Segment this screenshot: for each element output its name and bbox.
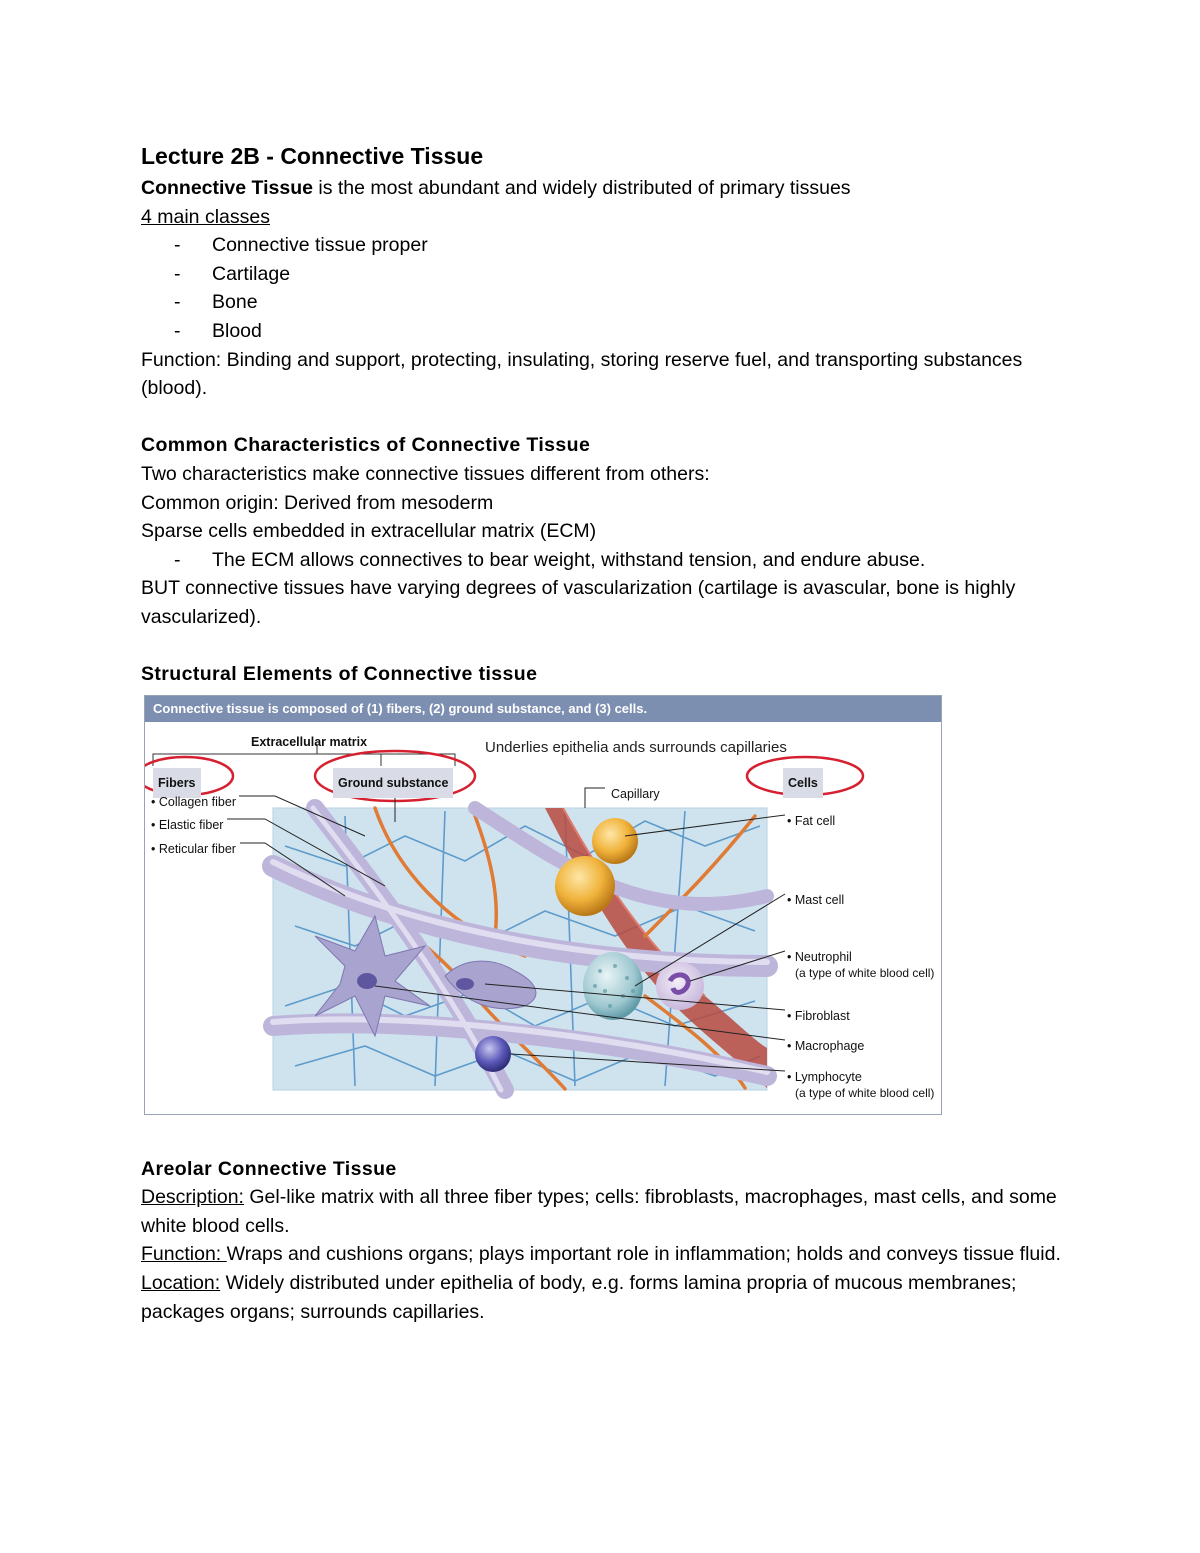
intro-text: is the most abundant and widely distributed of primary tissues <box>312 177 851 199</box>
list-item-text: Connective tissue proper <box>212 234 428 257</box>
common-line: Sparse cells embedded in extracellular matrix (ECM) <box>141 520 597 543</box>
dash-icon: - <box>174 291 181 314</box>
mast-cell <box>583 952 643 1020</box>
dash-icon: - <box>174 262 181 285</box>
dash-icon: - <box>174 234 181 257</box>
dash-icon: - <box>174 548 181 571</box>
areolar-function <box>141 1240 1071 1269</box>
intro-term: Connective Tissue <box>141 177 313 199</box>
intro-paragraph <box>141 174 1071 203</box>
connective-tissue-figure <box>144 695 942 1115</box>
description-label: Description: <box>141 1186 244 1209</box>
elastic-label: • Elastic fiber <box>151 817 224 832</box>
common-heading: Common Characteristics of Connective Tissue <box>141 434 591 457</box>
neutrophil-label: • Neutrophil <box>787 949 852 964</box>
lymphocyte-label: • Lymphocyte <box>787 1069 862 1084</box>
fibroblast-label: • Fibroblast <box>787 1008 850 1023</box>
page-title: Lecture 2B - Connective Tissue <box>141 143 484 169</box>
handwritten-note: Underlies epithelia ands surrounds capillaries <box>485 738 787 756</box>
function-paragraph: Function: Binding and support, protecting, insulating, storing reserve fuel, and transporting substances (blood). <box>141 348 1023 400</box>
list-item <box>141 288 1071 317</box>
list-item-text: Blood <box>212 319 262 342</box>
figure-banner: Connective tissue is composed of (1) fibers, (2) ground substance, and (3) cells. <box>145 696 941 722</box>
location-label: Location: <box>141 1272 221 1295</box>
lymphocyte-cell <box>475 1036 511 1072</box>
list-item-text: Bone <box>212 291 258 314</box>
common-note: BUT connective tissues have varying degrees of vascularization (cartilage is avascular, bone is highly vascularized). <box>141 577 1016 628</box>
classes-list <box>141 231 1071 345</box>
mast-cell-label: • Mast cell <box>787 892 845 907</box>
common-line: Two characteristics make connective tissues different from others: <box>141 462 710 485</box>
list-item <box>141 546 1071 575</box>
areolar-location <box>141 1269 1071 1326</box>
list-item-text: Cartilage <box>212 262 291 285</box>
list-item <box>141 317 1071 346</box>
classes-heading: 4 main classes <box>141 205 270 228</box>
reticular-label: • Reticular fiber <box>151 841 236 856</box>
description-text: Gel-like matrix with all three fiber types; cells: fibroblasts, macrophages, mast cells, and some white blood cells. <box>141 1186 1057 1237</box>
fat-cell-label: • Fat cell <box>787 813 836 828</box>
document-body <box>141 140 1071 1326</box>
cells-tag: Cells <box>783 768 823 799</box>
areolar-description <box>141 1183 1071 1240</box>
common-line: Common origin: Derived from mesoderm <box>141 491 494 514</box>
fibers-tag: Fibers <box>153 768 201 799</box>
ground-substance-tag: Ground substance <box>333 768 453 799</box>
dash-icon: - <box>174 319 181 342</box>
collagen-label: • Collagen fiber <box>151 794 236 809</box>
list-item <box>141 231 1071 260</box>
capillary-label: Capillary <box>611 786 660 801</box>
list-item <box>141 260 1071 289</box>
structural-heading: Structural Elements of Connective tissue <box>141 663 538 686</box>
function-text: Wraps and cushions organs; plays important role in inflammation; holds and conveys tissue fluid. <box>226 1243 1061 1266</box>
location-text: Widely distributed under epithelia of body, e.g. forms lamina propria of mucous membranes; packages organs; surrounds capillaries. <box>141 1272 1017 1323</box>
macrophage-label: • Macrophage <box>787 1038 865 1053</box>
fat-cell <box>555 856 615 916</box>
list-item-text: The ECM allows connectives to bear weight, withstand tension, and endure abuse. <box>212 548 926 571</box>
lymphocyte-note: (a type of white blood cell) <box>795 1085 935 1100</box>
common-bullets <box>141 546 1071 575</box>
function-label: Function: <box>141 1243 227 1266</box>
areolar-heading: Areolar Connective Tissue <box>141 1157 397 1180</box>
neutrophil-note: (a type of white blood cell) <box>795 965 935 980</box>
ecm-label: Extracellular matrix <box>251 734 368 749</box>
